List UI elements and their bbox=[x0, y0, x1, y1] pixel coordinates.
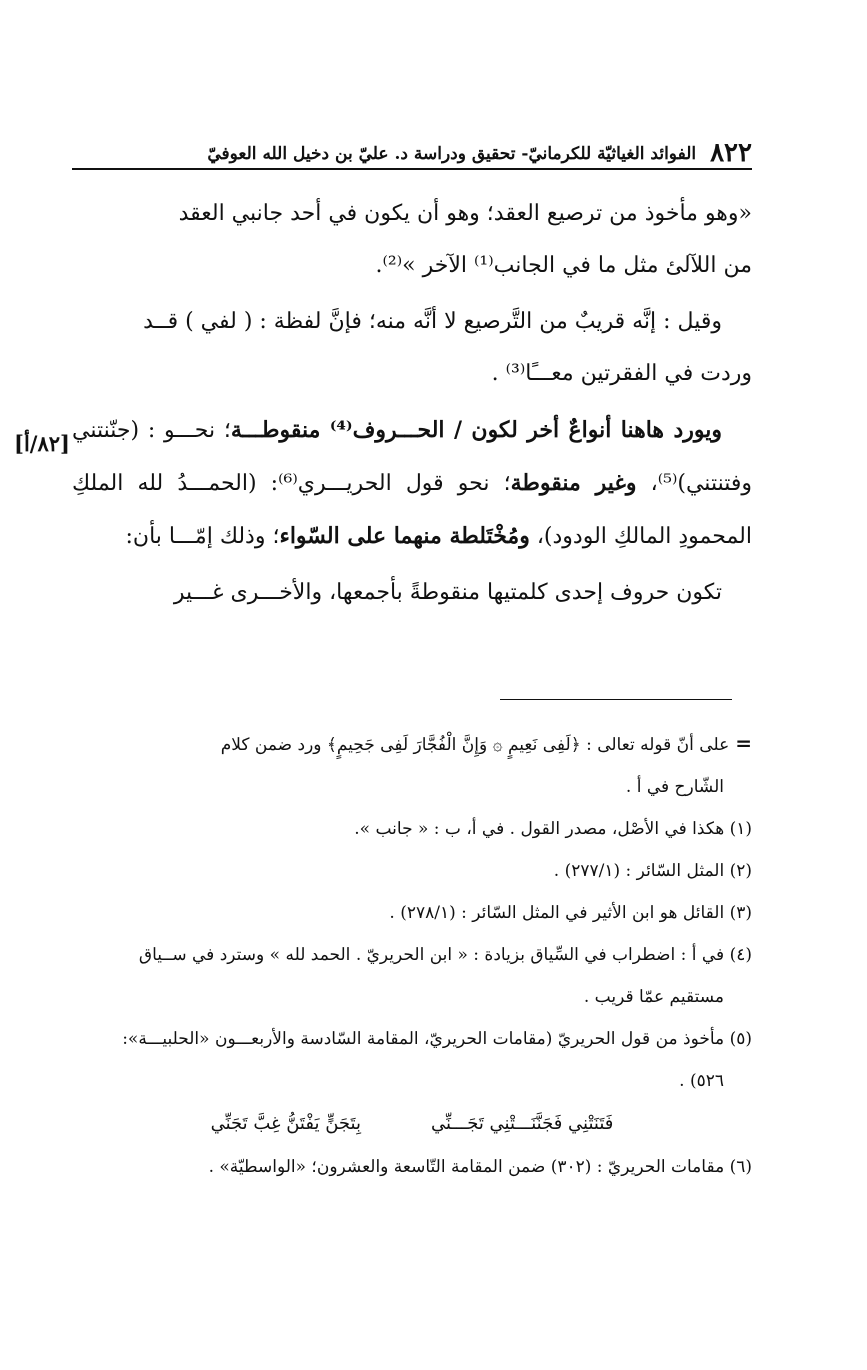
text-run-1: ؛ نحـــو : bbox=[147, 418, 231, 443]
running-title: الفوائد الغياثيّة للكرمانيّ- تحقيق ودراسة د. عليّ بن دخيل الله العوفيّ bbox=[207, 144, 697, 164]
bold-phrase-3: ومُخْتَلطة منهما على السّواء bbox=[279, 523, 530, 549]
footnote-1: (١) هكذا في الأصْل، مصدر القول . في أ، ب : « جانب ». bbox=[354, 819, 752, 839]
footnote-separator bbox=[500, 699, 732, 700]
text-run-3: ؛ نحو قول الحريـــري⁽⁶⁾: (الحمـــدُ لله الملكِ المحمودِ المالكِ الودود)، bbox=[72, 471, 752, 549]
poetry-verse bbox=[72, 1102, 752, 1146]
footnote-3: (٣) القائل هو ابن الأثير في المثل السّائر : (٢٧٨/١) . bbox=[389, 903, 752, 923]
footnotes-section bbox=[72, 722, 752, 1188]
footnote-6: (٦) مقامات الحريريّ : (٣٠٢) ضمن المقامة التّاسعة والعشرون؛ «الواسطيّة» . bbox=[208, 1157, 752, 1177]
text-run-2: (جنّنتني وفتنتني)⁽⁵⁾، bbox=[72, 418, 753, 496]
continuation-text: على أنّ قوله تعالى : ﴿لَفِى نَعِيمٍ ۞ وَإِنَّ الْفُجَّارَ لَفِى جَحِيمٍ﴾ ورد ضمن كلام bbox=[220, 735, 730, 755]
paragraph-2-line-2: وردت في الفقرتين معـــًا⁽³⁾ . bbox=[491, 361, 752, 386]
text-run-4: ؛ وذلك إمّـــا بأن: bbox=[125, 524, 280, 549]
paragraph-3 bbox=[72, 404, 752, 563]
verse-second-hemistich: بِتَجَنٍّ يَفْتَنُّ غِبَّ تَجَنِّي bbox=[210, 1113, 361, 1134]
paragraph-4-line-1: تكون حروف إحدى كلمتيها منقوطةً بأجمعها، والأخـــرى غـــير bbox=[173, 580, 722, 605]
footnote-continuation-line-1 bbox=[72, 722, 752, 766]
paragraph-1-line-1: «وهو مأخوذ من ترصيع العقد؛ وهو أن يكون في أحد جانبي العقد bbox=[178, 201, 752, 226]
footnote-continuation-line-2: الشّارح في أ . bbox=[625, 777, 724, 797]
footnote-2: (٢) المثل السّائر : (٢٧٧/١) . bbox=[553, 861, 752, 881]
verse-first-hemistich: فَتَنَتْنِي فَجَنَّنَـــتْنِي تَجَـــنِّي bbox=[430, 1113, 614, 1134]
paragraph-2-line-1: وقيل : إنَّه قريبٌ من التَّرصيع لا أنَّه منه؛ فإنَّ لفظة : ( لفي ) قــد bbox=[143, 309, 722, 334]
continuation-mark: = bbox=[735, 731, 752, 755]
bold-phrase-1: ويورد هاهنا أنواعٌ أخر لكون / الحـــروف⁽⁴⁾ منقوطـــة bbox=[230, 417, 723, 443]
page-number: ٨٢٢ bbox=[710, 138, 752, 168]
footnote-4-line-2: مستقيم عمّا قريب . bbox=[583, 987, 724, 1007]
bold-phrase-2: وغير منقوطة bbox=[510, 470, 637, 496]
footnote-5-line-1: (٥) مأخوذ من قول الحريريّ (مقامات الحريريّ، المقامة السّادسة والأربعـــون «الحلبيـــة»: bbox=[122, 1029, 752, 1049]
manuscript-folio-marker: [٨٢/أ] bbox=[14, 431, 70, 456]
paragraph-1-line-2: من اللآلئ مثل ما في الجانب⁽¹⁾ الآخر »⁽²⁾. bbox=[375, 253, 752, 278]
main-text bbox=[72, 188, 752, 619]
page-header bbox=[72, 134, 752, 170]
footnote-5-line-2: ٥٢٦) . bbox=[679, 1071, 724, 1091]
footnote-4-line-1: (٤) في أ : اضطراب في السِّياق بزيادة : « ابن الحريريّ . الحمد لله » وسترد في ســياق bbox=[138, 945, 752, 965]
